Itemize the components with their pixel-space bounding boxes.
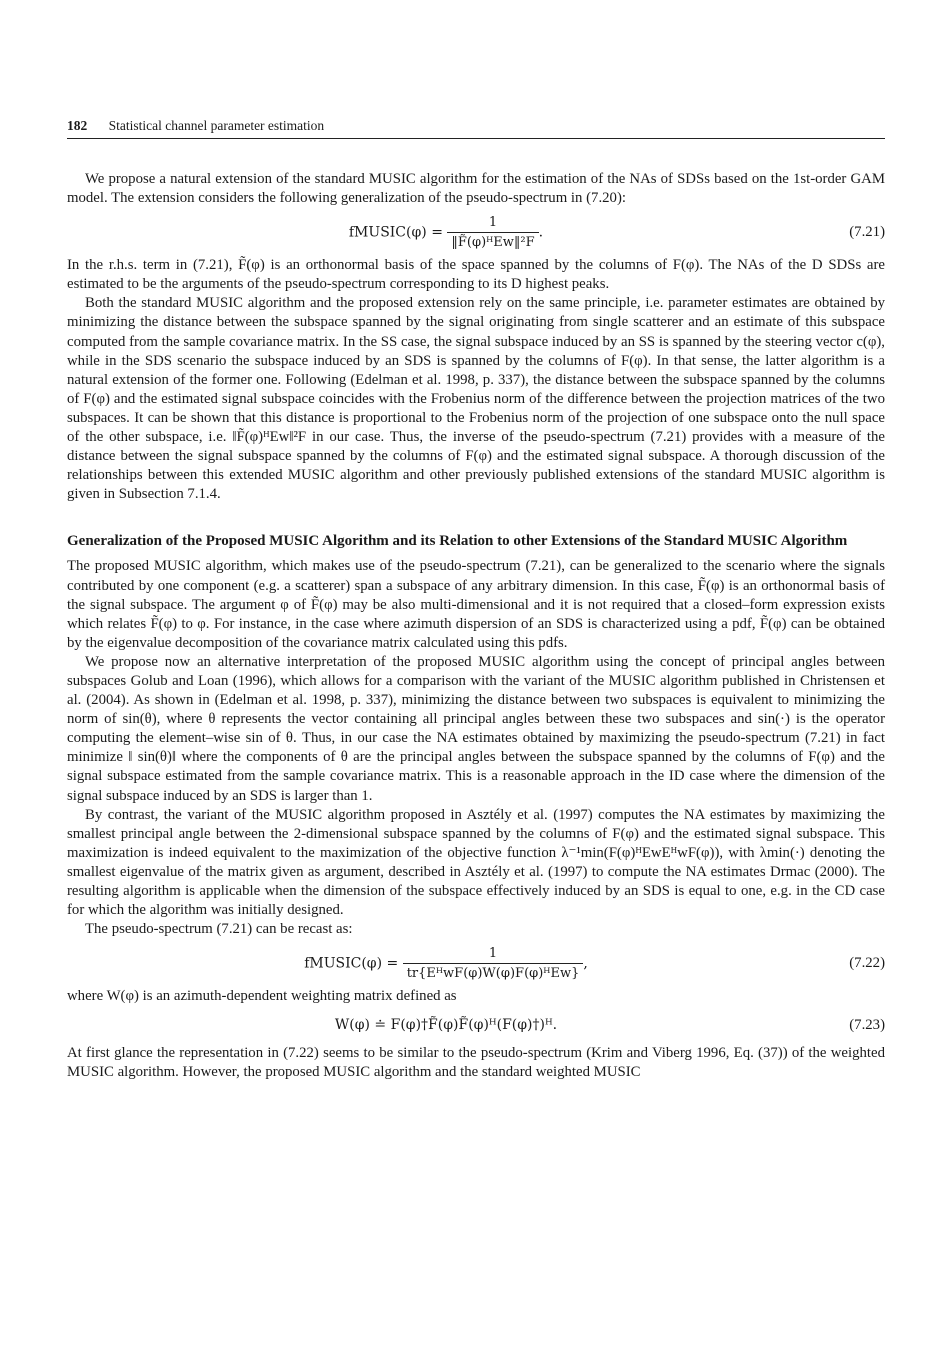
equation-number: (7.22) — [849, 954, 885, 971]
page-body — [67, 170, 885, 1083]
equation-numerator: 1 — [488, 945, 498, 961]
section-heading: Generalization of the Proposed MUSIC Algorithm and its Relation to other Extensions of the Standard MUSIC Algorithm — [67, 533, 848, 550]
paragraph: In the r.h.s. term in (7.21), F̃(φ) is an orthonormal basis of the space spanned by the columns of F(φ). The NAs of the D SDSs are estimated to be the arguments of the pseudo-spectrum corresponding to its D highest peaks. — [67, 257, 885, 293]
equation-7-21: fMUSIC(φ) = $\frac{1}{\text{‖F̃(φ)ᴴEw‖²F}}$ . (7.21) — [67, 210, 885, 254]
equation-denominator: tr{EᴴwF(φ)W(φ)F(φ)ᴴEw} — [403, 963, 584, 983]
equation-number: (7.23) — [849, 1016, 885, 1033]
equation-body: W(φ) ≐ F(φ)†F̃(φ)F̃(φ)ᴴ(F(φ)†)ᴴ. — [334, 1016, 558, 1033]
equation-number: (7.21) — [849, 223, 885, 240]
paragraph: Both the standard MUSIC algorithm and the proposed extension rely on the same principle, i.e. parameter estimates are obtained by minimizing the distance between the subspace spanned by the signal originating from single scatterer and an estimate of this subspace computed from the sample covariance matrix. In the SS case, the signal subspace induced by an SS is spanned by the steering vector c(φ), while in the SDS scenario the subspace induced by an SDS is spanned by the columns of F(φ). In that sense, the latter algorithm is a natural extension of the former one. Following (Edelman et al. 1998, p. 337), the distance between the subspace spanned by the columns of F(φ) and the estimated signal subspace coincides with the Frobenius norm of the difference between the projection matrices of the two subspaces. It can be shown that this distance is proportional to the Frobenius norm of the projection of one subspace onto the null space of the other subspace, i.e. ‖F̃(φ)ᴴEw‖²F in our case. Thus, the inverse of the pseudo-spectrum (7.21) provides with a measure of the distance between the signal subspace spanned by the columns of F(φ) and the estimated signal subspace. A thorough discussion of the relationships between this extended MUSIC algorithm and other previously published extensions of the standard MUSIC algorithm is given in Subsection 7.1.4. — [67, 295, 885, 503]
running-title: Statistical channel parameter estimation — [108, 118, 325, 133]
equation-7-23 — [67, 1008, 885, 1042]
paragraph: By contrast, the variant of the MUSIC algorithm proposed in Asztély et al. (1997) computes the NA estimates by maximizing the smallest principal angle between the 2-dimensional subspace spanned by the columns of F(φ) and the estimated signal subspace. This maximization is indeed equivalent to the maximization of the objective function λ⁻¹min(F(φ)ᴴEwEᴴwF(φ)), with λmin(·) denoting the smallest eigenvalue of the matrix given as argument, described in Asztély et al. (1997) to compute the NA estimates Drmac (2000). The resulting algorithm is applicable when the dimension of the subspace effectively induced by an SDS is equal to one, e.g. in the CD case for which the algorithm was initially designed. — [67, 806, 885, 919]
equation-tail: , — [583, 955, 588, 972]
equation-fraction — [447, 213, 538, 252]
equation-numerator: 1 — [488, 214, 498, 230]
equation-fraction — [403, 944, 584, 983]
paragraph: The pseudo-spectrum (7.21) can be recast as: — [85, 921, 353, 938]
paragraph: where W(φ) is an azimuth-dependent weighting matrix defined as — [67, 988, 457, 1005]
equation-lhs: fMUSIC(φ) = — [348, 224, 448, 241]
paragraph: We propose now an alternative interpretation of the proposed MUSIC algorithm using the concept of principal angles between subspaces Golub and Loan (1996), which allows for a comparison with the variant of the MUSIC algorithm published in Christensen et al. (2004). As shown in (Edelman et al. 1998, p. 337), minimizing the distance between two subspaces is equivalent to minimizing the norm of sin(θ), where θ represents the vector containing all principal angles between these two subspaces and sin(·) is the operator computing the element–wise sin of θ. Thus, in our case the NA estimates obtained by maximizing the pseudo-spectrum (7.21) in fact minimize ‖ sin(θ)‖ where the components of θ are the principal angles between the subspace spanned by the columns of F(φ) and the signal subspace estimated from the sample covariance matrix. This is a reasonable approach in the ID case where the dimension of the signal subspace induced by an SDS is larger than 1. — [67, 653, 885, 804]
paragraph: At first glance the representation in (7.22) seems to be similar to the pseudo-spectrum (Krim and Viberg 1996, Eq. (37)) of the weighted MUSIC algorithm. However, the proposed MUSIC algorithm and the standard weighted MUSIC — [67, 1045, 885, 1081]
running-header — [67, 118, 885, 139]
equation-7-22 — [67, 941, 885, 985]
paragraph: The proposed MUSIC algorithm, which makes use of the pseudo-spectrum (7.21), can be generalized to the scenario where the signals contributed by one component (e.g. a scatterer) span a subspace of any arbitrary dimension. In this case, F̃(φ) is an orthonormal basis of the signal subspace. The argument φ of F̃(φ) may be also multi-dimensional and it is not required that a closed–form expression exists which relates F̃(φ) to φ. For instance, in the case where azimuth dispersion of an SDS is characterized using a pdf, F̃(φ) can be obtained by the eigenvalue decomposition of the covariance matrix calculated using this pdfs. — [67, 558, 885, 651]
equation-denominator: ‖F̃(φ)ᴴEw‖²F — [447, 232, 538, 252]
page-number: 182 — [67, 118, 88, 133]
equation-lhs: fMUSIC(φ) = — [304, 955, 403, 972]
paragraph: We propose a natural extension of the standard MUSIC algorithm for the estimation of the NAs of SDSs based on the 1st-order GAM model. The extension considers the following generalization of the pseudo-spectrum in (7.20): — [67, 171, 885, 207]
